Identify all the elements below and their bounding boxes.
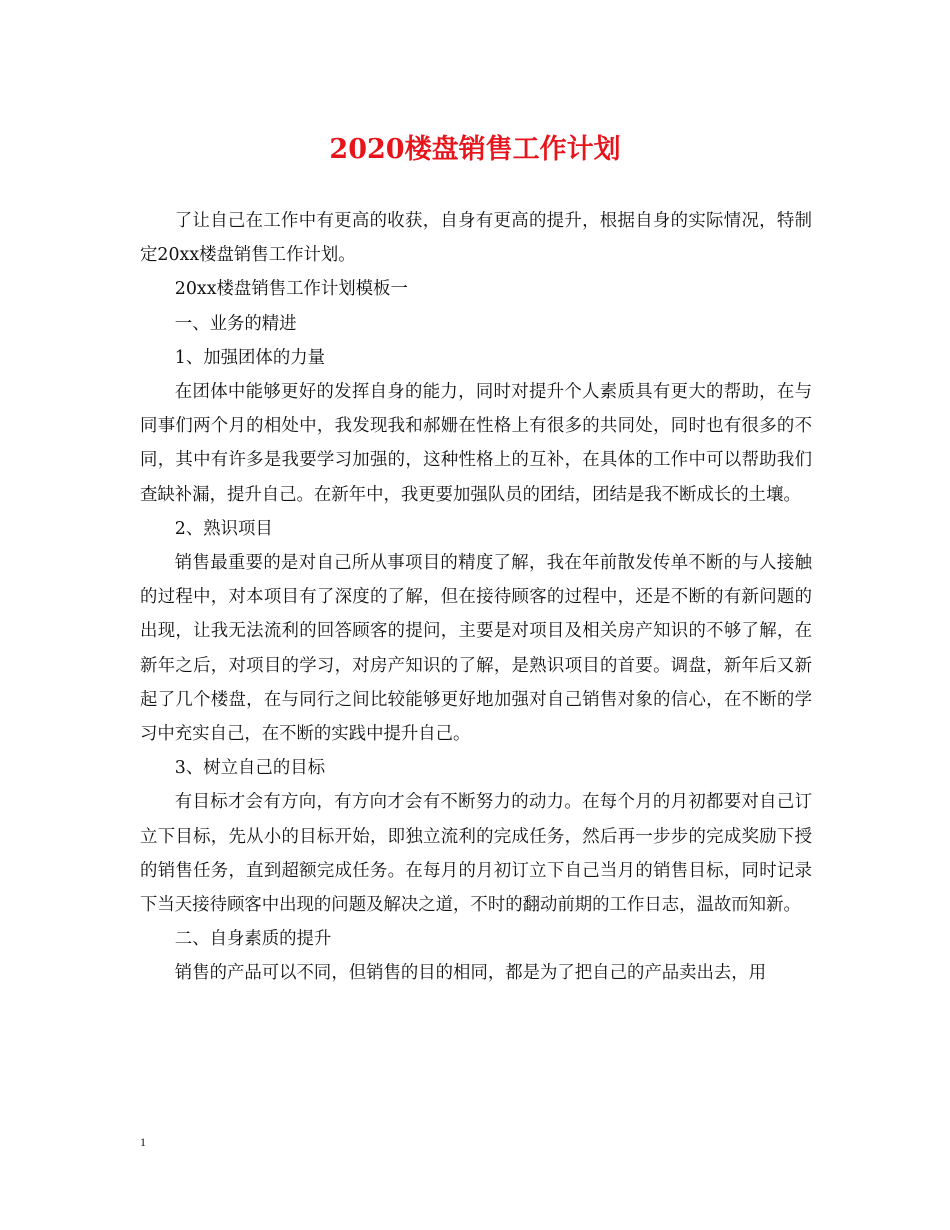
document-title: 2020楼盘销售工作计划: [329, 134, 621, 165]
subheading-goals: 3、树立自己的目标: [174, 758, 325, 779]
subheading-team: 1、加强团体的力量: [174, 347, 325, 368]
paragraph-project: 销售最重要的是对自己所从事项目的精度了解，我在年前散发传单不断的与人接触的过程中，对本项目有了深度的了解，但在接待顾客的过程中，还是不断的有新问题的出现，让我无法流利的回答顾客的提问，主要是对项目及相关房产知识的不够了解，在新年之后，对项目的学习，对房产知识的了解，是熟识项目的首要。调盘，新年后又新起了几个楼盘，在与同行之间比较能够更好地加强对自己销售对象的信心，在不断的学习中充实自己，在不断的实践中提升自己。: [140, 553, 812, 745]
subheading-project: 2、熟识项目: [174, 518, 273, 539]
paragraph-goals: 有目标才会有方向，有方向才会有不断努力的动力。在每个月的月初都要对自己订立下目标，先从小的目标开始，即独立流利的完成任务，然后再一步步的完成奖励下授的销售任务，直到超额完成任务。在每月的月初订立下自己当月的销售目标，同时记录下当天接待顾客中出现的问题及解决之道，不时的翻动前期的工作日志，温故而知新。: [140, 792, 812, 916]
section-heading-business: 一、业务的精进: [174, 313, 297, 334]
document-body: [140, 204, 812, 991]
paragraph-self-improvement: 销售的产品可以不同，但销售的目的相同，都是为了把自己的产品卖出去，用: [174, 963, 767, 984]
paragraph-template-heading: 20xx楼盘销售工作计划模板一: [174, 279, 408, 300]
paragraph-intro: 了让自己在工作中有更高的收获，自身有更高的提升，根据自身的实际情况，特制定20xx楼盘销售工作计划。: [140, 211, 812, 266]
section-heading-self-improvement: 二、自身素质的提升: [174, 929, 332, 950]
paragraph-team: 在团体中能够更好的发挥自身的能力，同时对提升个人素质具有更大的帮助，在与同事们两个月的相处中，我发现我和郝姗在性格上有很多的共同处，同时也有很多的不同，其中有许多是我要学习加强的，这种性格上的互补，在具体的工作中可以帮助我们查缺补漏，提升自己。在新年中，我更要加强队员的团结，团结是我不断成长的土壤。: [140, 382, 812, 505]
page-number: 1: [140, 1135, 146, 1149]
